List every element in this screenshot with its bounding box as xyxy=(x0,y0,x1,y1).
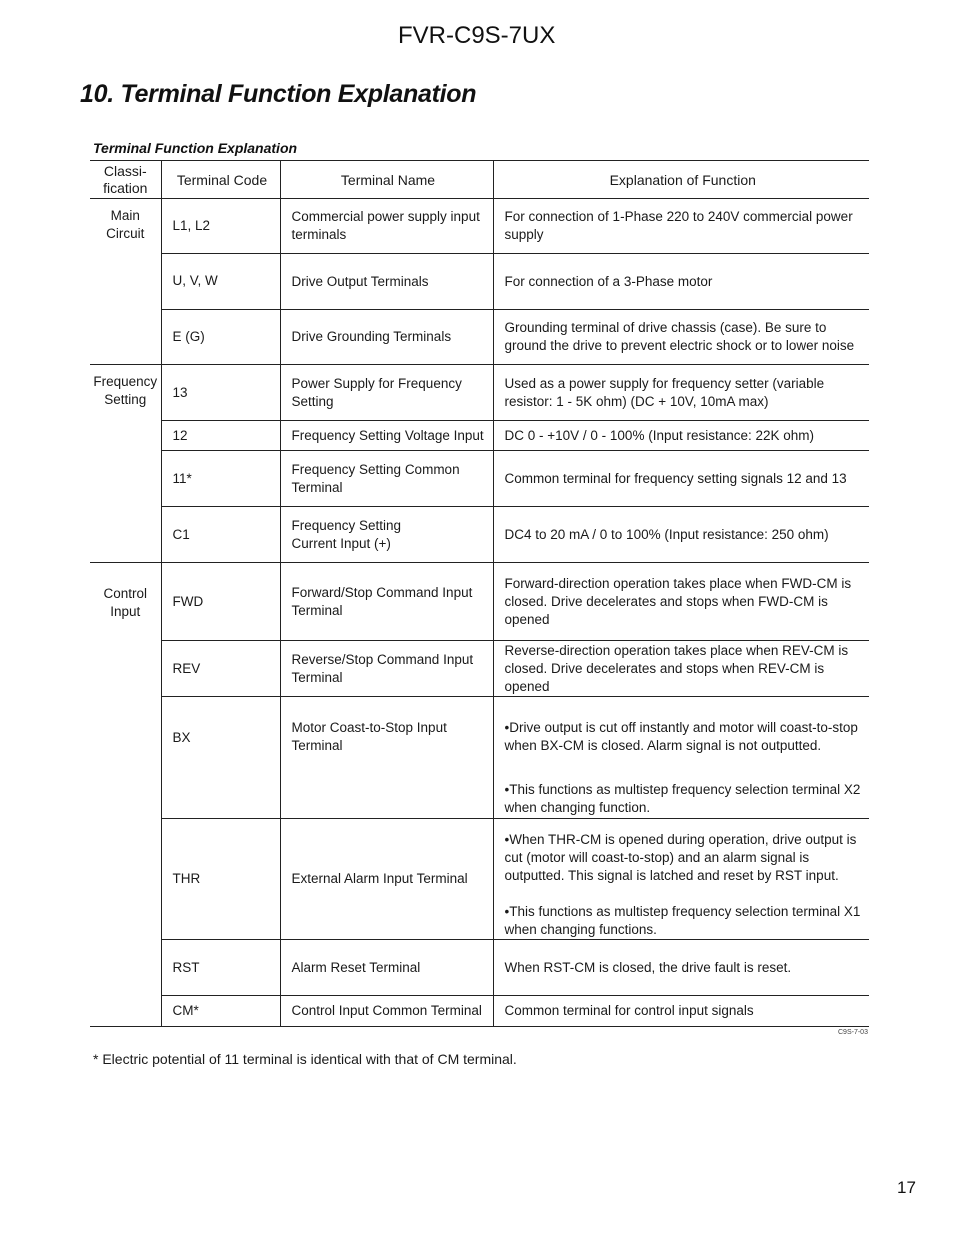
table-caption: Terminal Function Explanation xyxy=(93,140,298,156)
model-header: FVR-C9S-7UX xyxy=(398,22,556,49)
terminal-explanation: For connection of 1-Phase 220 to 240V commercial power supply xyxy=(493,199,869,254)
terminal-name: Motor Coast-to-Stop Input Terminal xyxy=(280,697,493,819)
table-row xyxy=(90,563,869,641)
page-number: 17 xyxy=(897,1178,916,1197)
terminal-explanation: Grounding terminal of drive chassis (case). Be sure to ground the drive to prevent electric shock or to lower noise xyxy=(493,310,869,365)
terminal-explanation: Reverse-direction operation takes place when REV-CM is closed. Drive decelerates and stops when REV-CM is opened xyxy=(493,641,869,697)
terminal-code: L1, L2 xyxy=(161,199,280,254)
group-main-circuit: Main Circuit xyxy=(90,199,161,365)
terminal-name: Control Input Common Terminal xyxy=(280,996,493,1027)
explanation-bullet: •This functions as multistep frequency selection terminal X2 when changing function. xyxy=(504,782,861,815)
terminal-code: 13 xyxy=(161,365,280,421)
terminal-code: CM* xyxy=(161,996,280,1027)
terminal-code: 11* xyxy=(161,451,280,507)
terminal-code: E (G) xyxy=(161,310,280,365)
group-frequency-setting: Frequency Setting xyxy=(90,365,161,563)
footnote: * Electric potential of 11 terminal is identical with that of CM terminal. xyxy=(93,1051,517,1067)
terminal-explanation: When RST-CM is closed, the drive fault is reset. xyxy=(493,940,869,996)
table-row xyxy=(90,641,869,697)
terminal-explanation xyxy=(493,697,869,819)
terminal-explanation: DC4 to 20 mA / 0 to 100% (Input resistance: 250 ohm) xyxy=(493,507,869,563)
terminal-name: Frequency Setting Current Input (+) xyxy=(280,507,493,563)
terminal-name: Frequency Setting Common Terminal xyxy=(280,451,493,507)
terminal-code: RST xyxy=(161,940,280,996)
terminal-explanation: Common terminal for control input signals xyxy=(493,996,869,1027)
table-row xyxy=(90,254,869,310)
table-header-row xyxy=(90,161,869,199)
table-row xyxy=(90,365,869,421)
terminal-name: Power Supply for Frequency Setting xyxy=(280,365,493,421)
table-row xyxy=(90,199,869,254)
header-classification: Classi- fication xyxy=(103,162,148,196)
terminal-explanation: Common terminal for frequency setting signals 12 and 13 xyxy=(493,451,869,507)
terminal-explanation: Forward-direction operation takes place when FWD-CM is closed. Drive decelerates and stops when FWD-CM is opened xyxy=(493,563,869,641)
group-control-input: Control Input xyxy=(90,563,161,1027)
table-row xyxy=(90,451,869,507)
terminal-code: C1 xyxy=(161,507,280,563)
table-row xyxy=(90,996,869,1027)
terminal-name: Reverse/Stop Command Input Terminal xyxy=(280,641,493,697)
terminal-name: Frequency Setting Voltage Input xyxy=(280,421,493,451)
table-row xyxy=(90,310,869,365)
table-row xyxy=(90,940,869,996)
section-title: 10. Terminal Function Explanation xyxy=(80,80,477,108)
header-terminal-code: Terminal Code xyxy=(161,161,280,199)
terminal-code: THR xyxy=(161,819,280,940)
header-terminal-name: Terminal Name xyxy=(280,161,493,199)
explanation-bullet: •This functions as multistep frequency selection terminal X1 when changing functions. xyxy=(504,904,861,937)
terminal-name: Drive Output Terminals xyxy=(280,254,493,310)
header-explanation: Explanation of Function xyxy=(493,161,869,199)
terminal-name: Drive Grounding Terminals xyxy=(280,310,493,365)
terminal-explanation: For connection of a 3-Phase motor xyxy=(493,254,869,310)
terminal-code: 12 xyxy=(161,421,280,451)
terminal-code: BX xyxy=(161,697,280,819)
document-code: C9S-7-03 xyxy=(838,1029,868,1036)
terminal-explanation: Used as a power supply for frequency setter (variable resistor: 1 - 5K ohm) (DC + 10V, 10mA max) xyxy=(493,365,869,421)
explanation-bullet: •Drive output is cut off instantly and motor will coast-to-stop when BX-CM is closed. Alarm signal is not outputted. xyxy=(504,720,858,753)
terminal-explanation xyxy=(493,819,869,940)
terminal-function-table xyxy=(90,160,869,1027)
terminal-code: U, V, W xyxy=(161,254,280,310)
terminal-code: FWD xyxy=(161,563,280,641)
table-row xyxy=(90,507,869,563)
terminal-code: REV xyxy=(161,641,280,697)
terminal-name: Alarm Reset Terminal xyxy=(280,940,493,996)
terminal-name: External Alarm Input Terminal xyxy=(280,819,493,940)
terminal-explanation: DC 0 - +10V / 0 - 100% (Input resistance: 22K ohm) xyxy=(493,421,869,451)
table-row xyxy=(90,819,869,940)
terminal-name: Commercial power supply input terminals xyxy=(280,199,493,254)
table-row xyxy=(90,421,869,451)
explanation-bullet: •When THR-CM is opened during operation, drive output is cut (motor will coast-to-stop) and an alarm signal is outputted. This signal is latched and reset by RST input. xyxy=(504,832,857,883)
terminal-name: Forward/Stop Command Input Terminal xyxy=(280,563,493,641)
table-row xyxy=(90,697,869,819)
